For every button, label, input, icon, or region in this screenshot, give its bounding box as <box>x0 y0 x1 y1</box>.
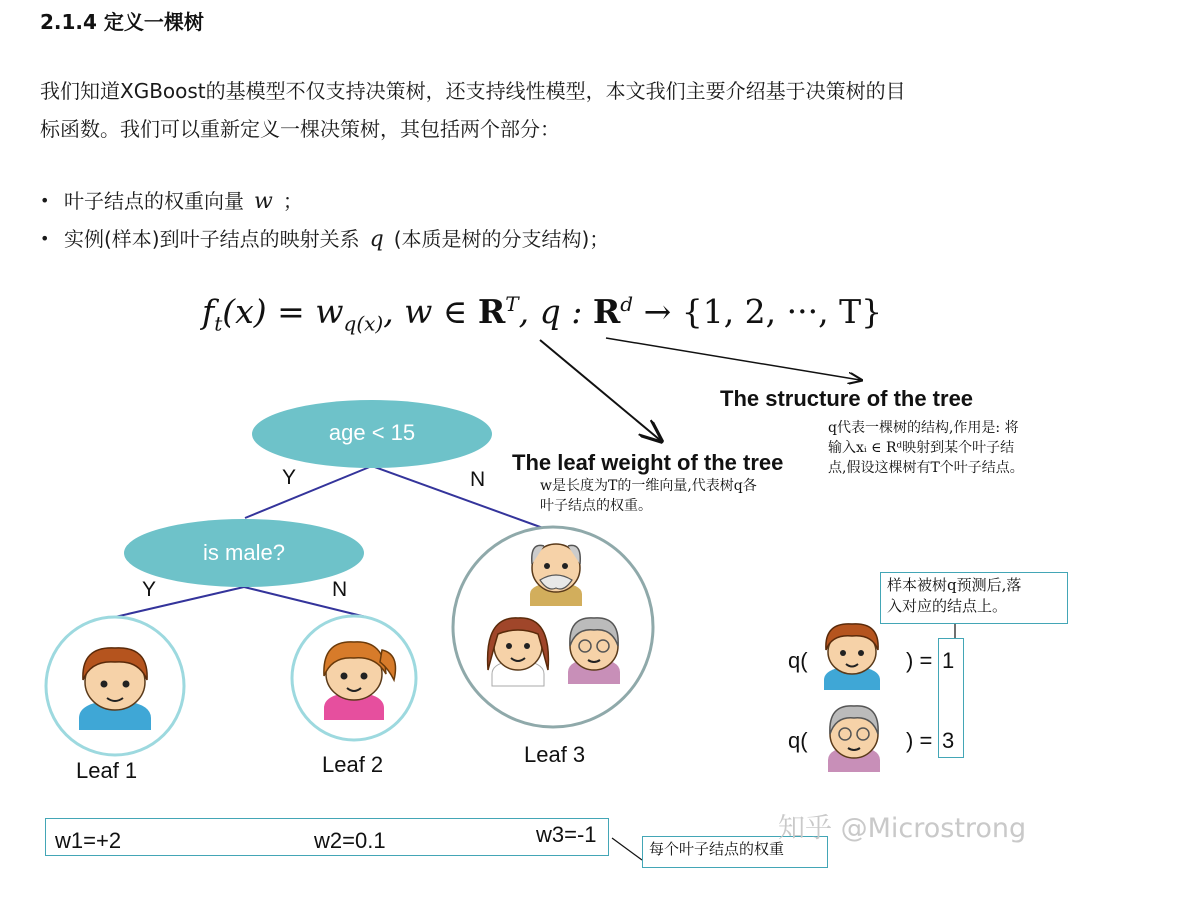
leaf-weight-arrow <box>540 340 660 440</box>
edge-inner-right <box>244 587 366 617</box>
bullet-text: 叶子结点的权重向量 <box>64 189 244 213</box>
leaf-2-label: Leaf 2 <box>322 752 384 777</box>
q-value-2: 3 <box>942 728 955 753</box>
formula-d-sup: d <box>620 292 634 316</box>
structure-arrow <box>606 338 860 380</box>
zhihu-watermark: 知乎 @Microstrong <box>778 813 1027 844</box>
root-node-label: age < 15 <box>328 420 416 445</box>
tree-figure <box>0 270 1195 897</box>
edge-label-n1: N <box>470 468 486 491</box>
q-close-2: ) = <box>906 728 933 753</box>
leaf-weight-note <box>540 476 757 516</box>
weight-w2: w2=0.1 <box>314 828 386 853</box>
q-open-2: q( <box>788 728 808 753</box>
structure-title: The structure of the tree <box>720 386 974 411</box>
formula-mid: , w ∈ <box>383 292 478 331</box>
edge-root-left <box>245 466 372 518</box>
formula-tail: → {1, 2, ···, T} <box>633 292 883 331</box>
intro-line-1: 我们知道XGBoost的基模型不仅支持决策树，还支持线性模型，本文我们主要介绍基于决策树的目 <box>40 79 906 103</box>
leaf-weight-title: The leaf weight of the tree <box>512 450 784 475</box>
prediction-callout-line: 样本被树q预测后,落 <box>887 576 1022 594</box>
grandpa-avatar <box>530 544 582 606</box>
formula-t: t <box>214 311 223 336</box>
edge-label-n2: N <box>332 578 348 601</box>
weights-callout: 每个叶子结点的权重 <box>642 836 828 868</box>
inner-node-label: is male? <box>203 540 285 565</box>
boy-avatar <box>79 648 151 730</box>
structure-note <box>828 418 1024 478</box>
formula-T-sup: T <box>505 292 519 316</box>
intro-paragraph <box>40 72 1100 148</box>
edge-label-y1: Y <box>282 466 297 489</box>
q-close-1: ) = <box>906 648 933 673</box>
bullet-item-mapping <box>40 220 609 258</box>
leaf-weight-note-line: w是长度为T的一维向量,代表树q各 <box>540 478 757 494</box>
math-w: w <box>254 189 273 214</box>
q-value-1: 1 <box>942 648 955 673</box>
bullet-text: 实例(样本)到叶子结点的映射关系 <box>64 227 360 251</box>
bullet-list <box>40 182 609 258</box>
edge-label-y2: Y <box>142 578 157 601</box>
formula-R2: R <box>592 292 621 331</box>
tree-formula <box>202 292 882 336</box>
edge-inner-left <box>115 587 244 617</box>
weight-w3: w3=-1 <box>536 822 597 847</box>
bullet-marker: • <box>40 229 50 248</box>
prediction-callout-line: 入对应的结点上。 <box>887 597 1008 615</box>
formula-sub: q(x) <box>343 311 384 336</box>
grandma-avatar <box>568 618 620 684</box>
structure-note-line: q代表一棵树的结构,作用是: 将 <box>828 420 1019 436</box>
leaf-1-label: Leaf 1 <box>76 758 138 783</box>
bullet-suffix: (本质是树的分支结构)； <box>393 227 610 251</box>
q-boy-avatar <box>824 624 880 690</box>
formula-mid2: , q : <box>518 292 593 331</box>
q-grandma-avatar <box>828 706 880 772</box>
weight-w1: w1=+2 <box>55 828 122 853</box>
leaf-weight-note-line: 叶子结点的权重。 <box>540 498 652 514</box>
bullet-marker: • <box>40 191 50 210</box>
section-heading: 2.1.4 定义一棵树 <box>40 10 204 34</box>
formula-x-part: (x) = w <box>222 292 344 331</box>
structure-note-line: 点,假设这棵树有T个叶子结点。 <box>828 460 1024 476</box>
leaf-3-label: Leaf 3 <box>524 742 586 767</box>
formula-f: f <box>202 292 215 331</box>
bullet-suffix: ； <box>282 189 303 213</box>
woman-avatar <box>488 618 549 686</box>
q-open-1: q( <box>788 648 808 673</box>
formula-R1: R <box>477 292 506 331</box>
structure-note-line: 输入xᵢ ∈ Rᵈ映射到某个叶子结 <box>828 440 1015 456</box>
bullet-item-weights <box>40 182 609 220</box>
prediction-callout <box>880 572 1068 624</box>
weights-connector <box>612 838 642 860</box>
intro-line-2: 标函数。我们可以重新定义一棵决策树，其包括两个部分： <box>40 117 560 141</box>
math-q: q <box>369 227 384 252</box>
